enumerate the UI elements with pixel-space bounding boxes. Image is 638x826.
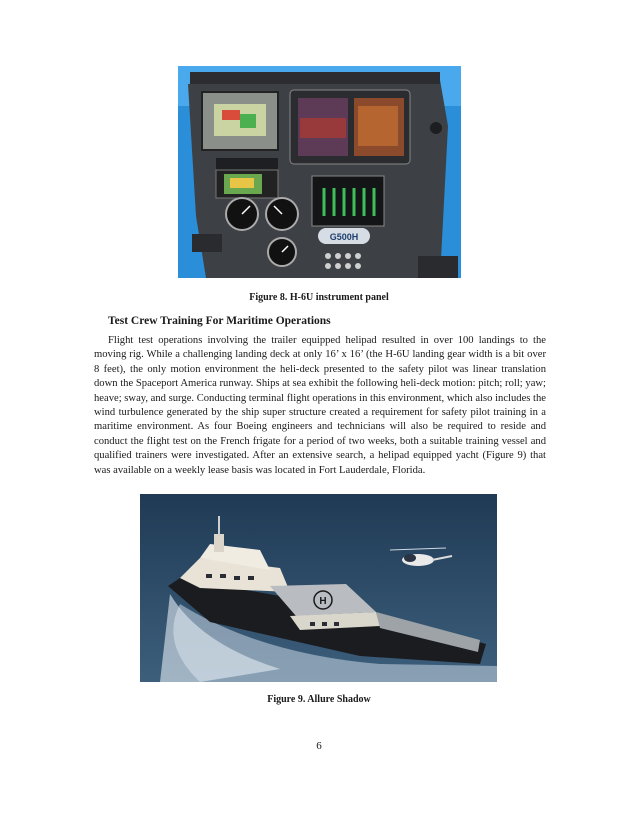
page-number: 6 xyxy=(316,740,322,752)
section-heading: Test Crew Training For Maritime Operations xyxy=(108,315,331,327)
g500h-badge-text: G500H xyxy=(329,232,359,242)
figure-8-image xyxy=(178,66,461,278)
figure-8-caption: Figure 8. H-6U instrument panel xyxy=(249,292,389,303)
figure-9-caption: Figure 9. Allure Shadow xyxy=(267,694,371,705)
svg-text:H: H xyxy=(319,596,327,607)
figure-9-image xyxy=(140,494,497,682)
body-paragraph: Flight test operations involving the trailer equipped helipad resulted in over 100 landings to the moving rig. While a challenging landing deck at only 16’ x 16’ (the H-6U landing gear width is a bit over 8 feet), the only motion environment the heli-deck presented to the safety pilot was linear translation down the Spaceport America runway. Ships at sea exhibit the following heli-deck motion: pitch; roll; yaw; heave; sway, and surge. Conducting terminal flight operations in this environment, which also includes the wind turbulence generated by the ship super structure created a requirement for safety pilot training in a maritime environment. As four Boeing engineers and technicians will also be required to reside and conduct the flight test on the French frigate for a period of two weeks, both a suitable training vessel and qualified trainers were investigated. After an extensive search, a helipad equipped yacht (Figure 9) that was available on a weekly lease basis was located in Fort Lauderdale, Florida. xyxy=(94,335,546,476)
